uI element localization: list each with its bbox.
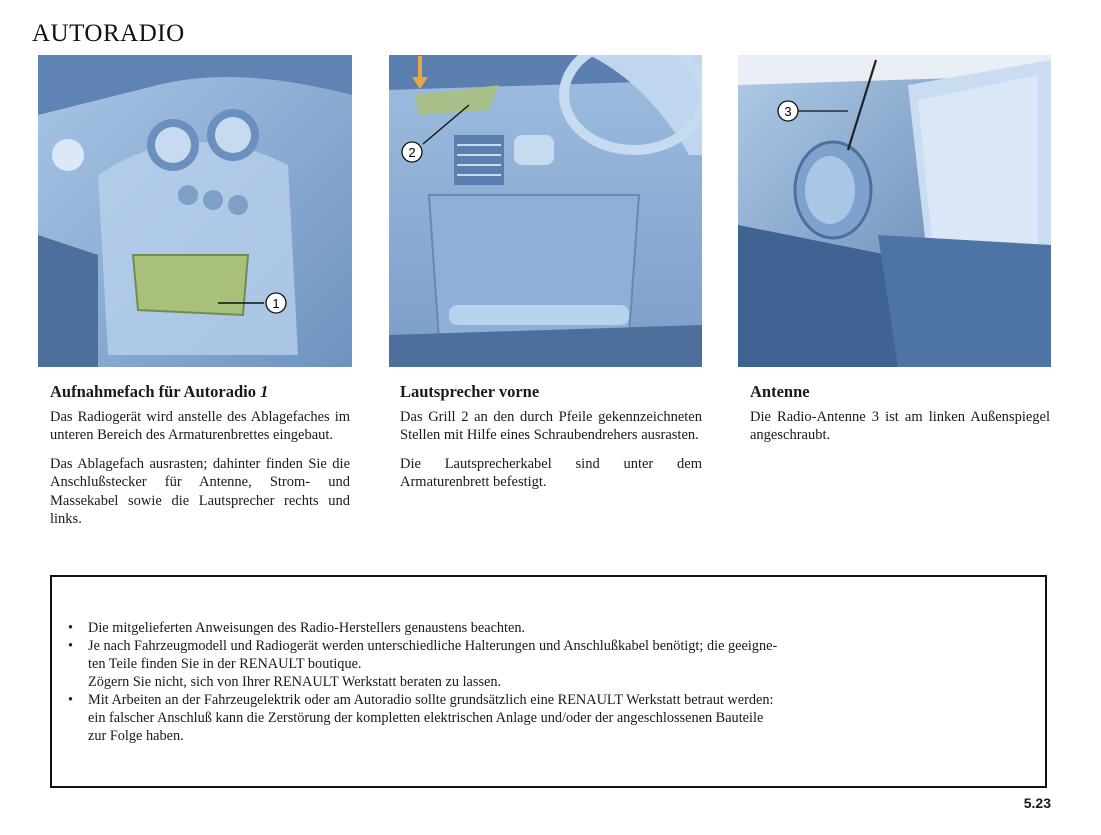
section-antenna <box>750 383 1050 455</box>
note-item <box>68 619 1033 637</box>
bullet-icon: • <box>68 638 74 654</box>
note-line: ein falscher Anschluß kann die Zerstörung der kompletten elektrischen Anlage und/oder der angeschlossenen Bauteile <box>88 710 764 726</box>
note-line: Die mitgelieferten Anweisungen des Radio-Herstellers genaustens beachten. <box>88 620 526 636</box>
photo-front-speaker <box>389 55 702 367</box>
bullet-icon: • <box>68 692 74 708</box>
paragraph: Die Lautsprecherkabel sind unter dem Armaturenbrett befestigt. <box>400 455 702 490</box>
paragraph: Das Ablagefach ausrasten; dahinter finden Sie die Anschlußstecker für Antenne, Strom- und Massekabel sowie die Lautsprecher rechts und links. <box>50 455 350 527</box>
note-item <box>68 691 1033 745</box>
note-line: zur Folge haben. <box>88 728 184 744</box>
photo-antenna <box>738 55 1051 367</box>
note-item <box>68 637 1033 691</box>
paragraph: Das Radiogerät wird anstelle des Ablagefaches im unteren Bereich des Armaturenbrettes eingebaut. <box>50 408 350 443</box>
notes-box <box>50 575 1047 788</box>
section-front-speaker <box>400 383 702 502</box>
section-heading: Antenne <box>750 382 810 401</box>
page-number: 5.23 <box>1023 795 1051 811</box>
paragraph: Die Radio-Antenne 3 ist am linken Außenspiegel angeschraubt. <box>750 408 1050 443</box>
callout-2-label: 2 <box>408 145 416 160</box>
callout-3-label: 3 <box>784 104 792 119</box>
section-heading-number: 1 <box>260 382 269 401</box>
paragraph: Das Grill 2 an den durch Pfeile gekennzeichneten Stellen mit Hilfe eines Schraubendrehers ausrasten. <box>400 408 702 443</box>
photo-radio-compartment <box>38 55 352 367</box>
note-line: ten Teile finden Sie in der RENAULT boutique. <box>88 656 362 672</box>
callout-1-label: 1 <box>272 296 280 311</box>
bullet-icon: • <box>68 620 74 636</box>
note-line: Je nach Fahrzeugmodell und Radiogerät werden unterschiedliche Halterungen und Anschlußkabel benötigt; die geeigne- <box>88 638 778 654</box>
section-heading-text: Aufnahmefach für Autoradio <box>50 382 256 401</box>
note-line: Zögern Sie nicht, sich von Ihrer RENAULT Werkstatt beraten zu lassen. <box>88 674 502 690</box>
section-heading <box>50 383 350 402</box>
note-line: Mit Arbeiten an der Fahrzeugelektrik oder am Autoradio sollte grundsätzlich eine RENAULT Werkstatt betraut werden: <box>88 692 774 708</box>
notes-list <box>68 619 1033 745</box>
section-heading: Lautsprecher vorne <box>400 382 540 401</box>
section-radio-compartment <box>50 383 350 539</box>
page-title: AUTORADIO <box>32 20 185 47</box>
